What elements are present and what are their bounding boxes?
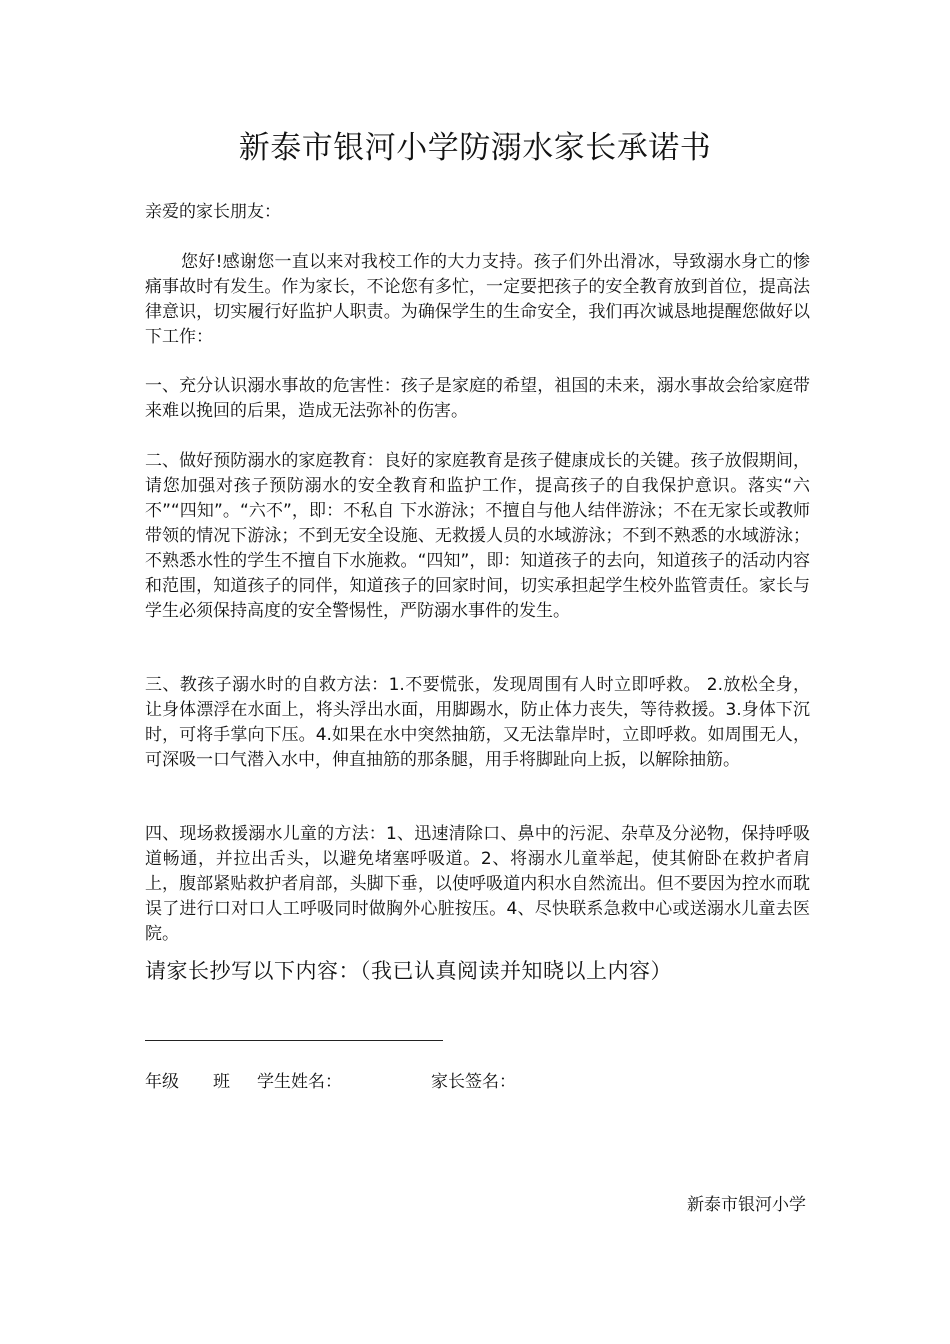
copy-instruction: 请家长抄写以下内容：（我已认真阅读并知晓以上内容） [145, 959, 672, 983]
section-3-paragraph: 三、教孩子溺水时的自救方法：1.不要慌张，发现周围有人时立即呼救。 2.放松全身，让身体漂浮在水面上，将头浮出水面，用脚踢水，防止体力丧失，等待救援。3.身体下沉时，可将手掌向下压。4.如果在水中突然抽筋，又无法靠岸时，立即呼救。如周围无人，可深吸一口气潜入水中，伸直抽筋的那条腿，用手将脚趾向上扳，以解除抽筋。 [145, 675, 810, 770]
intro-paragraph: 您好!感谢您一直以来对我校工作的大力支持。孩子们外出滑冰，导致溺水身亡的惨痛事故时有发生。作为家长，不论您有多忙，一定要把孩子的安全教育放到首位，提高法律意识，切实履行好监护人职责。为确保学生的生命安全，我们再次诚恳地提醒您做好以下工作： [145, 252, 810, 347]
salutation: 亲爱的家长朋友： [145, 202, 281, 222]
grade-label: 年级 [145, 1072, 179, 1092]
section-4-paragraph: 四、现场救援溺水儿童的方法：1、迅速清除口、鼻中的污泥、杂草及分泌物，保持呼吸道畅通，并拉出舌头，以避免堵塞呼吸道。2、将溺水儿童举起，使其俯卧在救护者肩上，腹部紧贴救护者肩部，头脚下垂，以使呼吸道内积水自然流出。但不要因为控水而耽误了进行口对口人工呼吸同时做胸外心脏按压。4、尽快联系急救中心或送溺水儿童去医院。 [145, 824, 810, 944]
class-label: 班 [213, 1072, 230, 1092]
student-name-label: 学生姓名： [257, 1072, 342, 1092]
section-2-paragraph: 二、做好预防溺水的家庭教育：良好的家庭教育是孩子健康成长的关键。孩子放假期间，请您加强对孩子预防溺水的安全教育和监护工作，提高孩子的自我保护意识。落实“六不”“四知”。“六不”，即：不私自 下水游泳；不擅自与他人结伴游泳；不在无家长或教师带领的情况下游泳；不到无安全设施、无救援人员的水域游泳；不到不熟悉的水域游泳；不熟悉水性的学生不擅自下水施救。“四知”，即：知道孩子的去向，知道孩子的活动内容和范围，知道孩子的同伴，知道孩子的回家时间，切实承担起学生校外监管责任。家长与学生必须保持高度的安全警惕性，严防溺水事件的发生。 [145, 451, 810, 621]
section-1-paragraph: 一、充分认识溺水事故的危害性：孩子是家庭的希望，祖国的未来，溺水事故会给家庭带来难以挽回的后果，造成无法弥补的伤害。 [145, 376, 810, 421]
document-title: 新泰市银河小学防溺水家长承诺书 [238, 130, 712, 166]
copy-writing-line [145, 1040, 443, 1041]
school-signature: 新泰市银河小学 [687, 1195, 806, 1215]
parent-signature-label: 家长签名： [431, 1072, 516, 1092]
